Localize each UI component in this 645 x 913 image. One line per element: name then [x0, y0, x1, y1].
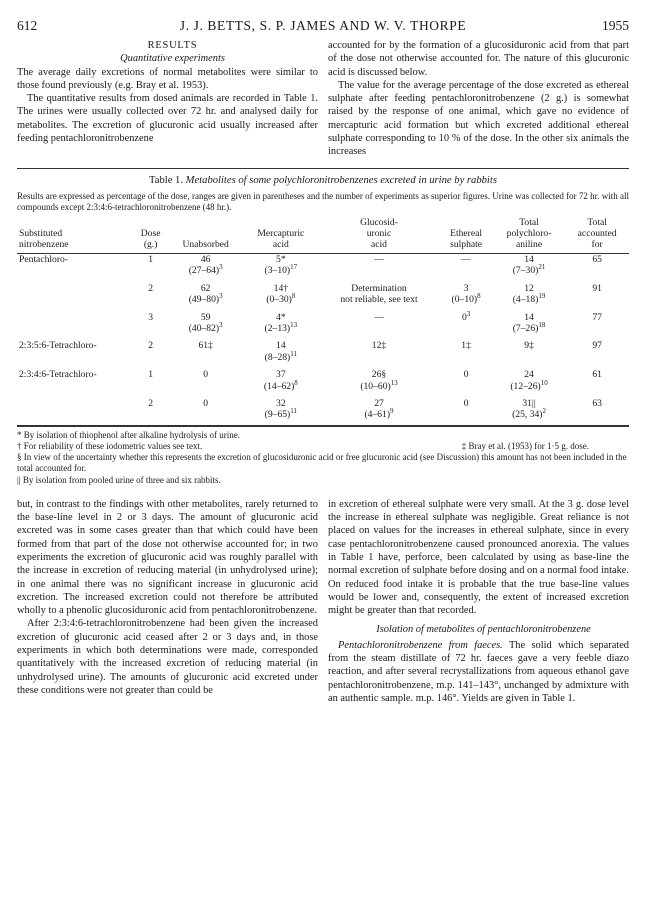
range-text: (12–26) [510, 380, 541, 392]
range-text: (4–61) [364, 409, 391, 421]
cell-ethereal [439, 306, 492, 335]
col-header-glucosiduronic: Glucosid- uronic acid [319, 217, 440, 254]
cell-range [170, 291, 241, 306]
table-row [17, 306, 629, 335]
experiment-count: 3 [219, 263, 223, 272]
range-text: (14–62) [263, 380, 295, 392]
table-row [17, 363, 629, 392]
cell-value: 5* [276, 253, 286, 265]
bottom-columns [17, 498, 629, 705]
cell-glucosiduronic [319, 334, 440, 363]
cell-ethereal [439, 363, 492, 392]
cell-dose: 2 [148, 340, 154, 352]
cell-value: — [374, 253, 384, 265]
cell-ethereal [439, 253, 492, 276]
range-text: (8–28) [264, 351, 291, 363]
experiment-count: 17 [290, 263, 298, 272]
range-text: (0–30) [266, 294, 292, 306]
table-row [17, 334, 629, 363]
cell-dose: 2 [148, 282, 154, 294]
cell-substituted: Pentachloro- [19, 253, 69, 265]
cell-value: 32 [276, 397, 286, 409]
cell-range [245, 409, 317, 420]
table-caption [17, 175, 629, 186]
col-header-ethereal: Ethereal sulphate [439, 217, 492, 254]
table-note: Results are expressed as percentage of the dose, ranges are given in parentheses and the number of experiments as superior figures. Urine was collected for 72 hr. with all compounds except 2:3:4:6-tetrachloronitrobenzene (48 hr.). [17, 190, 629, 213]
cell-glucosiduronic [319, 392, 440, 421]
cell-mercapturic [243, 334, 319, 363]
subsection-heading: Quantitative experiments [120, 53, 225, 65]
cell-value: 0 [463, 397, 469, 409]
cell-value: 0 [203, 397, 209, 409]
subsection-heading: Isolation of metabolites of pentachloronitrobenzene [376, 624, 591, 636]
experiment-count: 2 [542, 407, 546, 416]
bottom-right-column [328, 498, 629, 705]
cell-range [245, 320, 317, 334]
cell-substituted [17, 277, 133, 306]
cell-value: 0 [461, 311, 467, 323]
cell-range [495, 409, 563, 420]
experiment-count: 3 [219, 291, 223, 300]
col-header-accounted: Total accounted for [565, 217, 629, 254]
cell-value: 14 [276, 340, 286, 352]
paragraph: The value for the average percentage of the dose excreted as ethereal sulphate after feeding pentachloronitrobenzene (2 g.) is somewhat raised by the response of one animal, which gave no evidence of mercapturic acid formation but which excreted additional ethereal sulphate corresponding to 10 % of the dose. In the other six animals the increases [328, 79, 629, 158]
range-text: (4–18) [512, 294, 539, 306]
col-header-unabsorbed: Unabsorbed [168, 217, 243, 254]
cell-ethereal [439, 334, 492, 363]
footnote-section: § In view of the uncertainty whether this represents the excretion of glucosiduronic acid or free glucuronic acid (see Discussion) this amount has not been included in the total accounted for. [17, 452, 627, 474]
cell-accounted: 61 [592, 369, 602, 381]
paragraph: in excretion of ethereal sulphate were very small. At the 3 g. dose level the increase in ethereal sulphate was negligible. Great reliance is not placed on values for the increases in ethereal sulphate, since in every case pentachloronitrobenzene caused pronounced anorexia. The values in Table 1 have, perforce, been calculated by using as base-line the normal excretion of sulphate before dosing and on a normal food intake. On reduced food intake it is probable that the true base-line values would be lower and, consequently, the extent of increased excretion might be greater than that recorded. [328, 498, 629, 617]
cell-polychloroaniline [493, 392, 565, 421]
cell-unabsorbed [168, 334, 243, 363]
cell-accounted: 65 [592, 253, 602, 265]
cell-dose: 1 [148, 369, 154, 381]
experiment-count: 13 [290, 320, 298, 329]
table-footnotes [17, 426, 629, 486]
cell-dose: 1 [148, 253, 154, 265]
cell-accounted: 91 [592, 282, 602, 294]
cell-value: 9‡ [524, 340, 534, 352]
cell-dose: 2 [148, 397, 154, 409]
cell-mercapturic [243, 306, 319, 335]
col-header-substituted: Substituted nitrobenzene [17, 217, 133, 254]
paragraph: but, in contrast to the findings with other metabolites, rarely returned to the base-line level in 2 or 3 days. The amount of glucuronic acid excreted was in some cases greater than that which could have been formed from that part of the dose not otherwise accounted for; in two experiments the excretion of glucuronic acid was roughly parallel with the increase in excretion of reducing material (in unhydrolysed urine); in one animal there was no significant increase in glucuronic acid excretion. The increased excretion could not therefore be attributed wholly to a phenolic glucosiduronic acid from pentachloronitrobenzene. [17, 498, 318, 617]
table-header-row [17, 217, 629, 254]
table-body [17, 253, 629, 420]
paragraph: After 2:3:4:6-tetrachloronitrobenzene had been given the increased excretion of glucuronic acid ceased after 2 or 3 days and, in those experiments in which both determinations were made, corresponded quantitatively with the increased excretion of reducing material (in unhydrolysed urine). The amounts of glucuronic acid excreted under these conditions were not greater than could be [17, 618, 318, 696]
cell-value: 27 [374, 397, 384, 409]
cell-substituted [17, 392, 133, 421]
cell-range [245, 378, 317, 392]
paragraph: The average daily excretions of normal metabolites were similar to those found previously (e.g. Bray et al. 1953). [17, 66, 318, 91]
cell-range [495, 291, 563, 306]
cell-substituted: 2:3:5:6-Tetrachloro- [19, 340, 97, 352]
range-text: (27–64) [188, 265, 220, 277]
cell-unabsorbed [168, 306, 243, 335]
cell-value: 12 [524, 282, 534, 294]
cell-mercapturic [243, 253, 319, 276]
top-columns [17, 39, 629, 159]
paragraph [328, 639, 629, 705]
range-text: (7–26) [512, 322, 539, 334]
cell-value: 0 [463, 369, 469, 381]
cell-value: — [461, 253, 471, 265]
cell-polychloroaniline [493, 334, 565, 363]
cell-value: 24 [524, 369, 534, 381]
cell-mercapturic [243, 392, 319, 421]
table-number: Table 1. [149, 174, 184, 186]
table-row [17, 392, 629, 421]
footnote-pair [17, 441, 629, 452]
footnote-parallel: || By isolation from pooled urine of three and six rabbits. [17, 474, 221, 485]
range-text: (0–10) [451, 294, 478, 306]
cell-range [245, 349, 317, 363]
cell-glucosiduronic [319, 253, 440, 276]
table-block [17, 168, 629, 426]
cell-value: 46 [200, 253, 211, 265]
experiment-count: 10 [540, 378, 548, 387]
experiment-count: 8 [291, 291, 296, 300]
range-text: (49–80) [188, 294, 220, 306]
col-header-dose: Dose (g.) [133, 217, 168, 254]
experiment-count: 11 [290, 349, 297, 358]
cell-mercapturic [243, 363, 319, 392]
range-text: (7–30) [512, 265, 539, 277]
cell-value: 0 [203, 369, 209, 381]
cell-glucosiduronic [319, 306, 440, 335]
cell-value: 12‡ [371, 340, 387, 352]
cell-range [321, 378, 438, 392]
cell-range [170, 265, 241, 276]
paragraph: accounted for by the formation of a glucosiduronic acid from that part of the dose not otherwise accounted for. The nature of this glucuronic acid is discussed below. [328, 40, 629, 78]
journal-year: 1955 [602, 18, 629, 33]
cell-substituted: 2:3:4:6-Tetrachloro- [19, 369, 97, 381]
journal-page [17, 18, 629, 705]
footnote-ddagger: ‡ Bray et al. (1953) for 1·5 g. dose. [461, 440, 589, 451]
cell-range [321, 294, 438, 305]
paragraph-text: The solid which separated from the steam distillate of 72 hr. faeces gave a very feeble diazo reaction, and after several recrystallizations from aqueous ethanol gave pentachloronitrobenzene, m.p. 141–143°, unchanged by admixture with an authentic sample. m.p. 146°. Yields are given in Table 1. [328, 639, 629, 704]
cell-unabsorbed [168, 392, 243, 421]
range-text: (40–82) [188, 322, 220, 334]
cell-value: 3 [463, 282, 469, 294]
cell-ethereal [439, 392, 492, 421]
cell-unabsorbed [168, 363, 243, 392]
col-header-mercapturic: Mercapturic acid [243, 217, 319, 254]
cell-unabsorbed [168, 277, 243, 306]
page-number: 612 [17, 18, 38, 33]
cell-value: 14 [524, 311, 534, 323]
experiment-count: 18 [538, 320, 546, 329]
cell-range [170, 320, 241, 334]
cell-value: 37 [276, 369, 286, 381]
experiment-count: 8 [294, 378, 298, 387]
section-heading: RESULTS [147, 40, 198, 51]
cell-substituted [17, 306, 133, 335]
cell-range [321, 409, 438, 420]
cell-glucosiduronic [319, 277, 440, 306]
experiment-count: 21 [538, 263, 546, 272]
cell-range [441, 291, 490, 306]
range-text: (25, 34) [512, 409, 543, 421]
footnote-dagger: † For reliability of these iodometric values see text. [17, 440, 203, 451]
cell-value: 14† [273, 282, 289, 294]
cell-value: 1‡ [461, 340, 471, 352]
cell-dose: 3 [148, 311, 154, 323]
cell-mercapturic [243, 277, 319, 306]
cell-value: — [374, 311, 384, 323]
range-text: (3–10) [264, 265, 291, 277]
cell-range [245, 291, 317, 306]
range-text: (10–60) [360, 380, 391, 392]
bottom-left-column [17, 498, 318, 705]
experiment-count: 8 [477, 291, 481, 300]
cell-value: 62 [200, 282, 211, 294]
range-text: (2–13) [264, 322, 291, 334]
cell-value: 4* [276, 311, 286, 323]
cell-value: 26§ [371, 369, 387, 381]
cell-accounted: 77 [592, 311, 602, 323]
cell-range [495, 378, 563, 392]
cell-range [495, 265, 563, 276]
top-left-column [17, 39, 318, 159]
cell-polychloroaniline [493, 306, 565, 335]
cell-value: 59 [200, 311, 211, 323]
footnote-star: * By isolation of thiophenol after alkaline hydrolysis of urine. [17, 429, 240, 440]
cell-value: 61‡ [198, 340, 213, 352]
metabolites-table [17, 217, 629, 421]
experiment-count: 11 [290, 407, 297, 416]
experiment-count: 9 [390, 407, 394, 416]
cell-range [495, 320, 563, 334]
experiment-count: 3 [466, 309, 471, 318]
running-header [17, 18, 629, 38]
table-row [17, 277, 629, 306]
cell-polychloroaniline [493, 277, 565, 306]
experiment-count: 19 [538, 291, 546, 300]
running-title: J. J. BETTS, S. P. JAMES AND W. V. THORPE [179, 18, 467, 33]
cell-value: 31|| [522, 397, 536, 409]
cell-ethereal [439, 277, 492, 306]
cell-polychloroaniline [493, 253, 565, 276]
cell-accounted: 63 [592, 397, 602, 409]
run-in-heading: Pentachloronitrobenzene from faeces. [338, 639, 503, 651]
col-header-polychloroaniline: Total polychloro- aniline [493, 217, 565, 254]
range-text: (9–65) [264, 409, 291, 421]
table-title: Metabolites of some polychloronitrobenzenes excreted in urine by rabbits [185, 174, 497, 186]
experiment-count: 3 [219, 320, 223, 329]
top-right-column [328, 39, 629, 159]
cell-polychloroaniline [493, 363, 565, 392]
cell-unabsorbed [168, 253, 243, 276]
experiment-count: 13 [390, 378, 398, 387]
cell-value: 14 [524, 253, 534, 265]
cell-range [245, 265, 317, 276]
table-row [17, 253, 629, 276]
cell-accounted: 97 [592, 340, 602, 352]
cell-value: Determination [351, 282, 407, 294]
range-text: not reliable, see text [340, 294, 418, 306]
cell-glucosiduronic [319, 363, 440, 392]
paragraph: The quantitative results from dosed animals are recorded in Table 1. The urines were usually collected over 72 hr. and analysed daily for metabolites. The excretion of glucuronic acid usually increased after feeding pentachloronitrobenzene [17, 93, 318, 145]
